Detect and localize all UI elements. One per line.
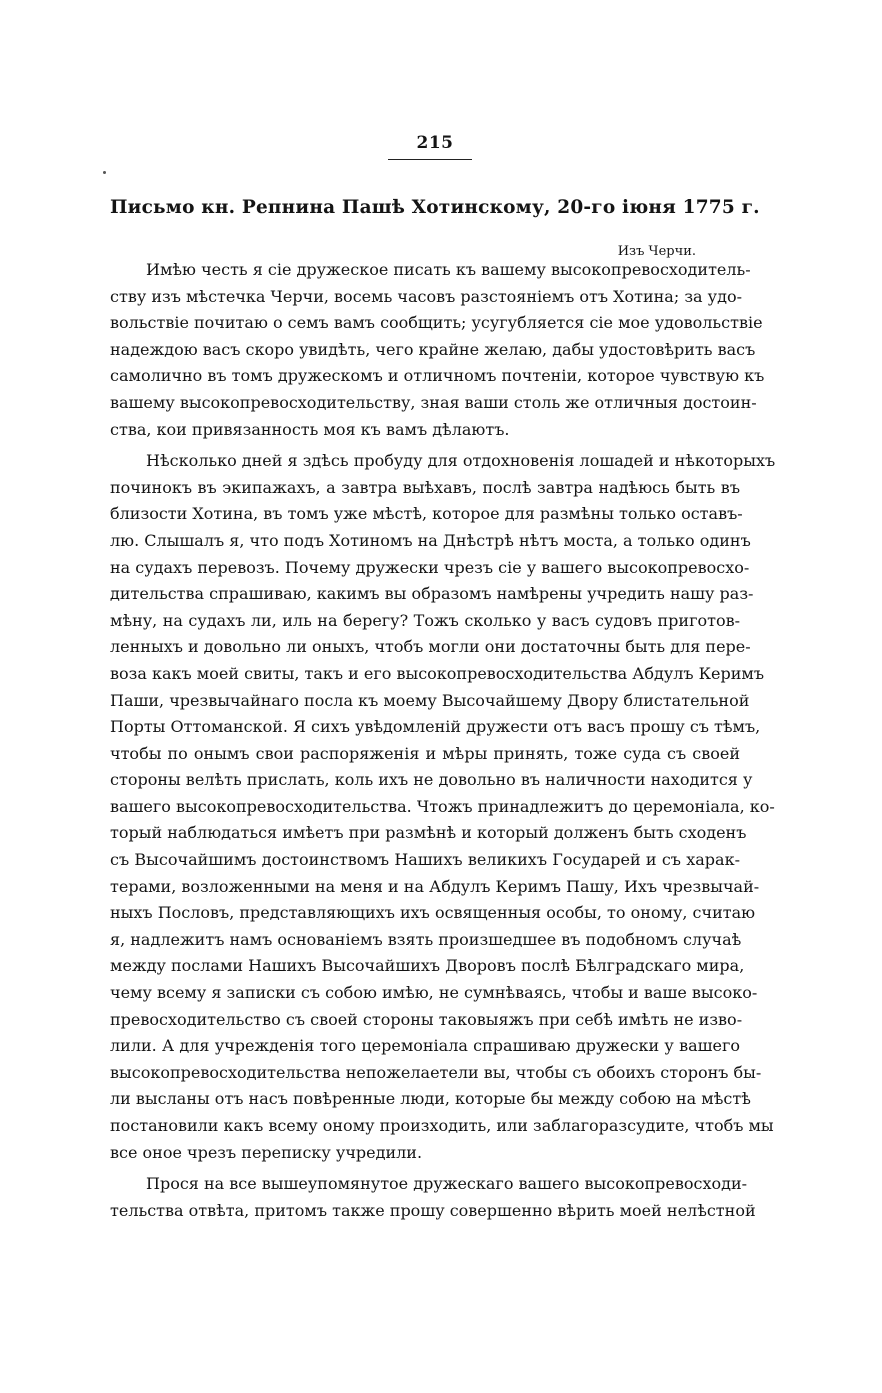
text-line: дительства спрашиваю, какимъ вы образомъ намѣрены учредить нашу раз- (110, 584, 754, 604)
text-line: лю. Слышалъ я, что подъ Хотиномъ на Днѣстрѣ нѣтъ моста, а только одинъ (110, 530, 751, 550)
text-line: мѣну, на судахъ ли, иль на берегу? Тожъ сколько у васъ судовъ приготов- (110, 610, 740, 630)
text-line: Имѣю честь я сіе дружеское писать къ вашему высокопревосходитель- (146, 260, 751, 279)
text-line: стороны велѣть прислать, коль ихъ не довольно въ наличности находится у (110, 770, 753, 790)
text-line: вашего высокопревосходительства. Чтожъ принадлежитъ до церемоніала, ко- (110, 796, 775, 816)
text-line: тельства отвѣта, притомъ также прошу совершенно вѣрить моей нелѣстной (110, 1200, 756, 1220)
text-line: между послами Нашихъ Высочайшихъ Дворовъ послѣ Бѣлградскаго мира, (110, 956, 745, 976)
page-number: 215 (416, 133, 454, 153)
text-line: ству изъ мѣстечка Черчи, восемь часовъ разстояніемъ отъ Хотина; за удо- (110, 286, 742, 306)
text-line: терами, возложенными на меня и на Абдулъ Керимъ Пашу, Ихъ чрезвычай- (110, 876, 760, 896)
text-line: близости Хотина, въ томъ уже мѣстѣ, которое для размѣны только оставъ- (110, 504, 743, 524)
text-line: самолично въ томъ дружескомъ и отличномъ почтеніи, которое чувствую къ (110, 366, 765, 386)
text-line: постановили какъ всему оному произходить, или заблагоразсудите, чтобъ мы (110, 1116, 774, 1135)
text-line: надеждою васъ скоро увидѣть, чего крайне желаю, дабы удостовѣрить васъ (110, 339, 756, 359)
text-line: лили. А для учрежденія того церемоніала спрашиваю дружески у вашего (110, 1036, 740, 1056)
paragraph-1 (110, 257, 765, 443)
text-line: Нѣсколько дней я здѣсь пробуду для отдохновенія лошадей и нѣкоторыхъ (146, 451, 776, 471)
text-line: Порты Оттоманской. Я сихъ увѣдомленій дружести отъ васъ прошу съ тѣмъ, (110, 717, 761, 737)
text-line: превосходительство съ своей стороны таковыяжъ при себѣ имѣть не изво- (110, 1009, 743, 1029)
text-line: чему всему я записки съ собою имѣю, не сумнѣваясь, чтобы и ваше высоко- (110, 983, 758, 1003)
text-line: воза какъ моей свиты, такъ и его высокопревосходительства Абдулъ Керимъ (110, 663, 765, 683)
text-line: починокъ въ экипажахъ, а завтра выѣхавъ, послѣ завтра надѣюсь быть въ (110, 477, 740, 497)
text-line: ства, кои привязанность моя къ вамъ дѣлаютъ. (110, 419, 510, 439)
text-line: чтобы по онымъ свои распоряженія и мѣры принять, тоже суда съ своей (110, 743, 740, 763)
text-line: Прося на все вышеупомянутое дружескаго вашего высокопревосходи- (146, 1174, 748, 1194)
text-line: ленныхъ и довольно ли оныхъ, чтобъ могли они достаточны быть для пере- (110, 637, 751, 657)
page-number-rule (388, 159, 472, 160)
text-line: вашему высокопревосходительству, зная ваши столь же отличныя достоин- (110, 392, 757, 412)
text-line: высокопревосходительства непожелаетели вы, чтобы съ обоихъ сторонъ бы- (110, 1062, 762, 1082)
text-line: вольствіе почитаю о семъ вамъ сообщить; усугубляется сіе мое удовольствіе (110, 313, 763, 333)
paragraph-3 (110, 1171, 756, 1224)
letter-place: Изъ Черчи. (617, 244, 696, 259)
scan-speck (103, 171, 106, 174)
text-line: ли высланы отъ насъ повѣренные люди, которые бы между собою на мѣстѣ (110, 1089, 751, 1109)
text-line: торый наблюдаться имѣетъ при размѣнѣ и который долженъ быть сходенъ (110, 823, 747, 843)
letter-title: Письмо кн. Репнина Пашѣ Хотинскому, 20-го іюня 1775 г. (110, 197, 760, 218)
text-line: съ Высочайшимъ достоинствомъ Нашихъ великихъ Государей и съ харак- (110, 850, 740, 870)
paragraph-2 (110, 448, 776, 1166)
text-line: на судахъ перевозъ. Почему дружески чрезъ сіе у вашего высокопревосхо- (110, 557, 750, 577)
letter-body (110, 257, 776, 1224)
text-line: я, надлежитъ намъ основаніемъ взять произшедшее въ подобномъ случаѣ (110, 929, 742, 949)
text-line: Паши, чрезвычайнаго посла къ моему Высочайшему Двору блистательной (110, 690, 750, 710)
text-line: все оное чрезъ переписку учредили. (110, 1142, 423, 1162)
text-line: ныхъ Пословъ, представляющихъ ихъ освященныя особы, то оному, считаю (110, 903, 756, 923)
